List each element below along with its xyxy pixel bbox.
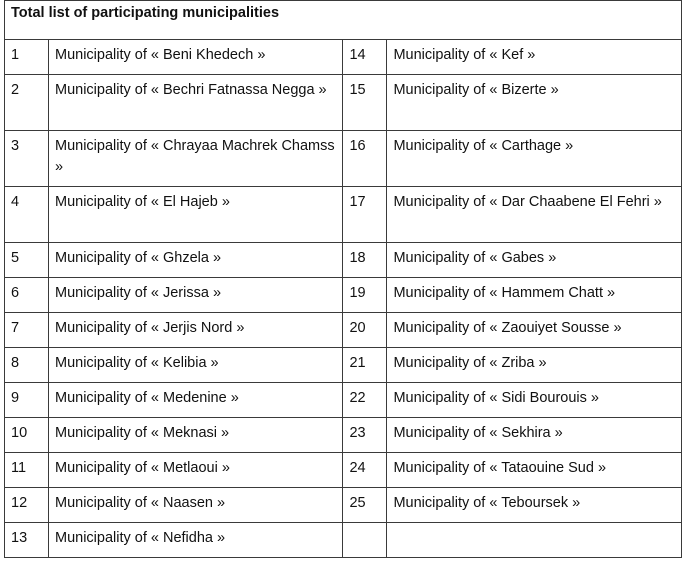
municipality-name-cell: Municipality of « Zaouiyet Sousse » — [387, 313, 682, 348]
table-row — [5, 40, 682, 75]
table-row — [5, 383, 682, 418]
table-row — [5, 313, 682, 348]
row-number-cell: 15 — [343, 75, 387, 131]
row-number-cell: 17 — [343, 187, 387, 243]
municipality-name-cell: Municipality of « Chrayaa Machrek Chamss » — [49, 131, 343, 187]
table-row — [5, 75, 682, 131]
municipality-name-cell: Municipality of « Gabes » — [387, 243, 682, 278]
row-number-cell: 3 — [5, 131, 49, 187]
row-number-cell: 22 — [343, 383, 387, 418]
row-number-cell: 14 — [343, 40, 387, 75]
table-row — [5, 418, 682, 453]
municipality-name-cell: Municipality of « El Hajeb » — [49, 187, 343, 243]
row-number-cell: 11 — [5, 453, 49, 488]
table-body — [5, 40, 682, 558]
municipality-name-cell: Municipality of « Jerissa » — [49, 278, 343, 313]
municipality-name-cell: Municipality of « Tataouine Sud » — [387, 453, 682, 488]
table-row — [5, 131, 682, 187]
row-number-cell: 4 — [5, 187, 49, 243]
table-title: Total list of participating municipalities — [5, 1, 682, 40]
table-row — [5, 453, 682, 488]
row-number-cell: 23 — [343, 418, 387, 453]
municipality-name-cell: Municipality of « Teboursek » — [387, 488, 682, 523]
municipality-name-cell: Municipality of « Zriba » — [387, 348, 682, 383]
row-number-cell: 5 — [5, 243, 49, 278]
table-title-row — [5, 1, 682, 40]
table-row — [5, 187, 682, 243]
municipality-name-cell: Municipality of « Bizerte » — [387, 75, 682, 131]
table-row — [5, 523, 682, 558]
municipality-name-cell: Municipality of « Naasen » — [49, 488, 343, 523]
row-number-cell: 12 — [5, 488, 49, 523]
row-number-cell: 13 — [5, 523, 49, 558]
municipalities-table — [4, 0, 682, 558]
row-number-cell: 25 — [343, 488, 387, 523]
municipality-name-cell: Municipality of « Carthage » — [387, 131, 682, 187]
row-number-cell: 19 — [343, 278, 387, 313]
municipality-name-cell: Municipality of « Kef » — [387, 40, 682, 75]
municipality-name-cell: Municipality of « Meknasi » — [49, 418, 343, 453]
municipality-name-cell: Municipality of « Sidi Bourouis » — [387, 383, 682, 418]
row-number-cell — [343, 523, 387, 558]
row-number-cell: 21 — [343, 348, 387, 383]
row-number-cell: 16 — [343, 131, 387, 187]
row-number-cell: 6 — [5, 278, 49, 313]
row-number-cell: 10 — [5, 418, 49, 453]
municipality-name-cell: Municipality of « Medenine » — [49, 383, 343, 418]
row-number-cell: 20 — [343, 313, 387, 348]
row-number-cell: 8 — [5, 348, 49, 383]
table-row — [5, 278, 682, 313]
row-number-cell: 18 — [343, 243, 387, 278]
table-row — [5, 348, 682, 383]
row-number-cell: 9 — [5, 383, 49, 418]
municipality-name-cell: Municipality of « Nefidha » — [49, 523, 343, 558]
municipality-name-cell: Municipality of « Sekhira » — [387, 418, 682, 453]
table-row — [5, 243, 682, 278]
row-number-cell: 2 — [5, 75, 49, 131]
row-number-cell: 7 — [5, 313, 49, 348]
municipality-name-cell: Municipality of « Hammem Chatt » — [387, 278, 682, 313]
table-row — [5, 488, 682, 523]
municipality-name-cell: Municipality of « Metlaoui » — [49, 453, 343, 488]
municipality-name-cell: Municipality of « Kelibia » — [49, 348, 343, 383]
municipality-name-cell: Municipality of « Dar Chaabene El Fehri » — [387, 187, 682, 243]
municipality-name-cell: Municipality of « Jerjis Nord » — [49, 313, 343, 348]
municipality-name-cell — [387, 523, 682, 558]
row-number-cell: 1 — [5, 40, 49, 75]
municipality-name-cell: Municipality of « Ghzela » — [49, 243, 343, 278]
municipality-name-cell: Municipality of « Bechri Fatnassa Negga » — [49, 75, 343, 131]
municipality-name-cell: Municipality of « Beni Khedech » — [49, 40, 343, 75]
row-number-cell: 24 — [343, 453, 387, 488]
